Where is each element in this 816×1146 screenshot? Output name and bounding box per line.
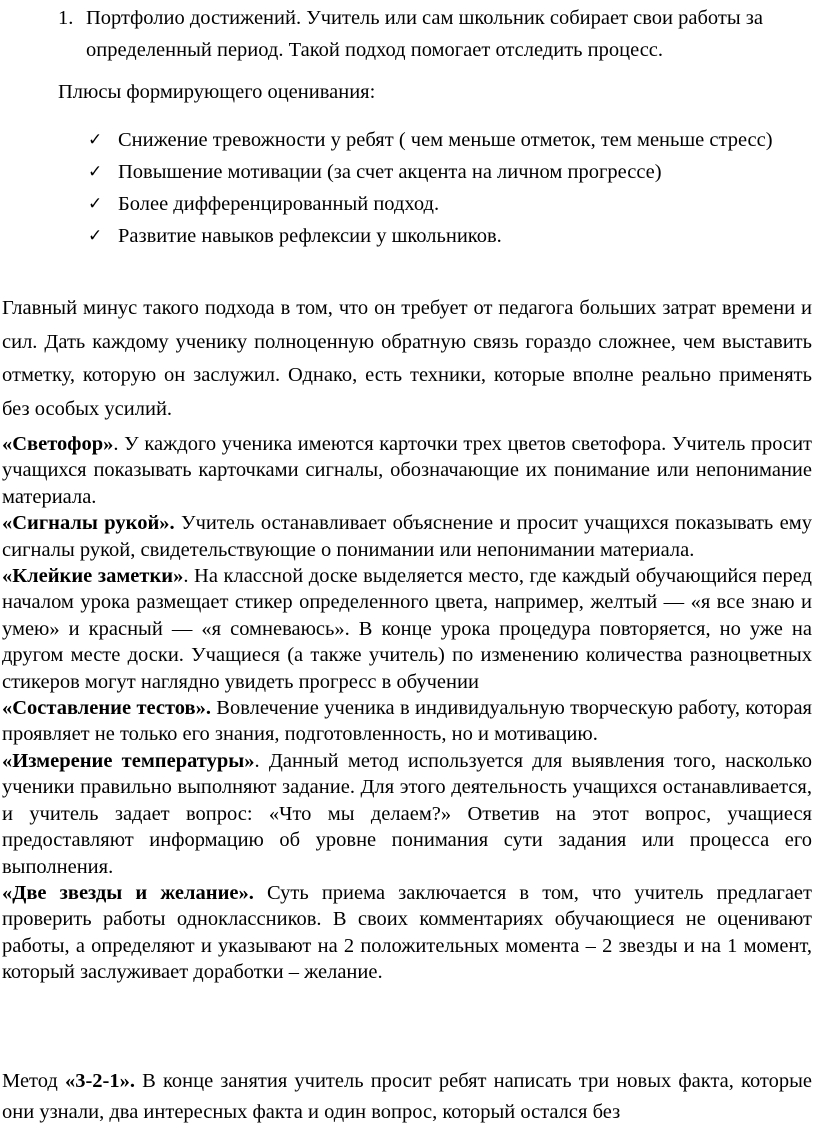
minus-paragraph: Главный минус такого подхода в том, что он требует от педагога больших затрат времени и сил. Дать каждому ученику полноценную обратную связь гораздо сложнее, чем выставить отметку, которую он заслужил. Однако, есть техники, которые вполне реально применять без особых усилий. (2, 297, 812, 420)
checklist-item (88, 222, 810, 251)
method-text: В конце занятия учитель просит ребят написать три новых факта, которые они узнали, два интересных факта и один вопрос, который остался без (2, 1070, 812, 1123)
pluses-heading: Плюсы формирующего оценивания: (58, 81, 376, 103)
checklist-item (88, 190, 810, 219)
checkmark-icon: ✓ (88, 226, 103, 246)
technique-text: . На классной доске выделяется место, где каждый обучающийся перед началом урока размещает стикер определенного цвета, например, желтый — «я все знаю и умею» и красный — «я сомневаюсь». В конце урока процедура повторяется, но уже на другом месте доски. Учащиеся (а также учитель) по изменению количества разноцветных стикеров могут наглядно увидеть прогресс в обучении (2, 565, 812, 693)
technique-text: Учитель останавливает объяснение и просит учащихся показывать ему сигналы рукой, свидетельствующие о понимании или непонимании материала. (2, 512, 812, 561)
technique-paragraph (2, 880, 812, 986)
technique-name: «Две звезды и желание». (2, 881, 254, 904)
technique-name: «Составление тестов». (2, 697, 211, 720)
checklist-item (88, 126, 810, 155)
technique-name: «Сигналы рукой». (2, 512, 175, 535)
method-321-paragraph (2, 1066, 812, 1128)
numbered-item-text: Портфолио достижений. Учитель или сам школьник собирает свои работы за определенный период. Такой подход помогает отследить процесс. (86, 7, 763, 61)
technique-name: «Светофор» (2, 433, 114, 455)
checklist-item-text: Более дифференцированный подход. (118, 193, 440, 215)
checklist-item-text: Развитие навыков рефлексии у школьников. (118, 225, 502, 247)
technique-paragraph (2, 563, 812, 695)
method-name: «3-2-1». (64, 1070, 136, 1092)
technique-paragraph (2, 695, 812, 748)
checklist-item (88, 158, 810, 187)
technique-name: «Клейкие заметки» (2, 565, 184, 588)
checkmark-icon: ✓ (88, 162, 103, 182)
technique-text: Вовлечение ученика в индивидуальную творческую работу, которая проявляет не только его знания, подготовленность, но и мотивацию. (2, 697, 812, 746)
method-321-section (2, 1066, 812, 1128)
technique-paragraph (2, 510, 812, 563)
list-number: 1. (58, 7, 74, 29)
checkmark-icon: ✓ (88, 130, 103, 150)
method-prefix: Метод (2, 1070, 65, 1092)
technique-text: Суть приема заключается в том, что учитель предлагает проверить работы одноклассников. В своих комментариях обучающиеся не оценивают работы, а определяют и указывают на 2 положительных момента – 2 звезды и на 1 момент, который заслуживает доработки – желание. (2, 881, 812, 984)
pluses-checklist (88, 126, 810, 254)
checklist-item-text: Снижение тревожности у ребят ( чем меньше отметок, тем меньше стресс) (118, 129, 773, 151)
technique-text: . У каждого ученика имеются карточки трех цветов светофора. Учитель просит учащихся показывать карточками сигналы, обозначающие их понимание или непонимание материала. (2, 433, 812, 508)
technique-paragraph (2, 431, 812, 510)
technique-name: «Измерение температуры» (2, 749, 255, 772)
checklist-item-text: Повышение мотивации (за счет акцента на личном прогрессе) (118, 161, 662, 183)
techniques-section (2, 431, 812, 986)
technique-text: . Данный метод используется для выявления того, насколько ученики правильно выполняют задание. Для этого деятельность учащихся останавливается, и учитель задает вопрос: «Что мы делаем?» Ответив на этот вопрос, учащиеся предоставляют информацию об уровне понимания сути задания или процесса его выполнения. (2, 749, 812, 878)
technique-paragraph (2, 748, 812, 880)
numbered-item-portfolio (58, 2, 808, 66)
checkmark-icon: ✓ (88, 194, 103, 214)
